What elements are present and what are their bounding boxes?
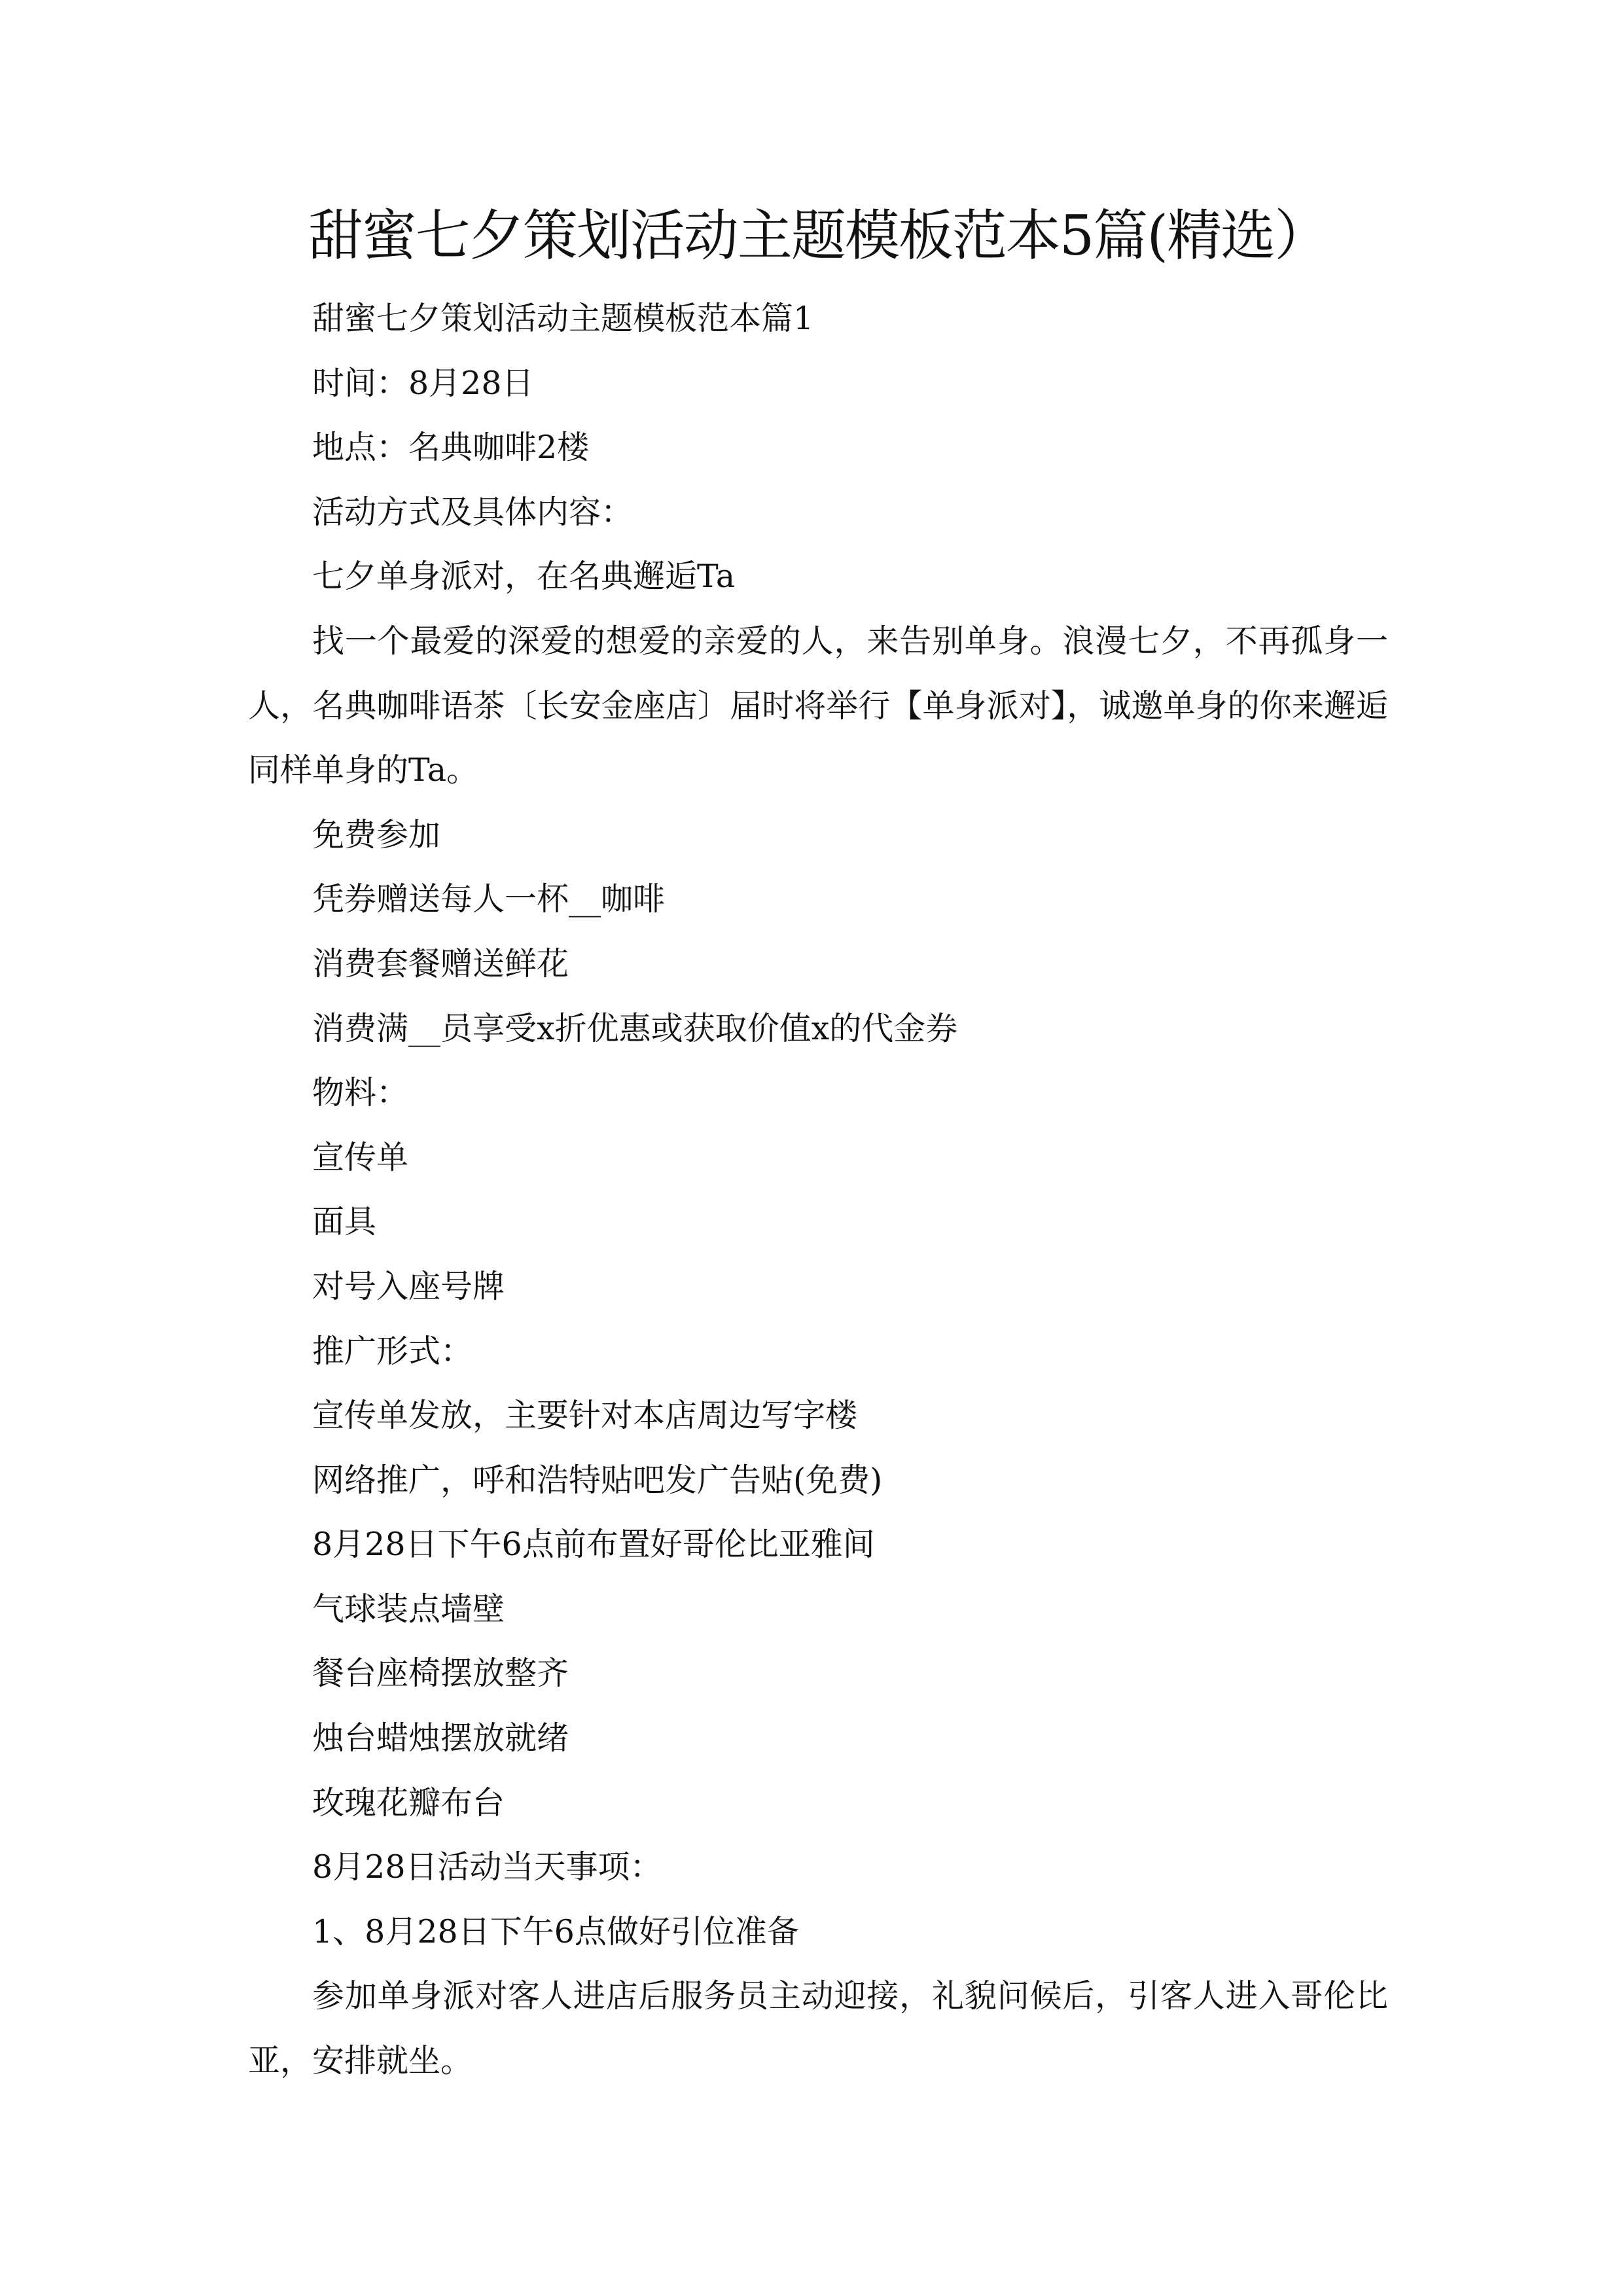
paragraph: 餐台座椅摆放整齐 xyxy=(312,1655,569,1693)
paragraph: 凭券赠送每人一杯__咖啡 xyxy=(312,880,666,918)
paragraph: 1、8月28日下午6点做好引位准备 xyxy=(312,1912,799,1950)
paragraph: 免费参加 xyxy=(312,816,441,853)
paragraph: 气球装点墙壁 xyxy=(312,1590,505,1628)
paragraph: 推广形式： xyxy=(312,1332,473,1370)
paragraph: 物料： xyxy=(312,1074,409,1112)
paragraph: 宣传单 xyxy=(312,1138,409,1176)
paragraph: 参加单身派对客人进店后服务员主动迎接，礼貌问候后，引客人进入哥伦比亚，安排就坐。 xyxy=(248,1977,1388,2080)
paragraph: 找一个最爱的深爱的想爱的亲爱的人，来告别单身。浪漫七夕，不再孤身一人，名典咖啡语茶〔长安金座店〕届时将举行【单身派对】，诚邀单身的你来邂逅同样单身的Ta。 xyxy=(248,622,1388,789)
document-body xyxy=(248,287,1388,2094)
document-title: 甜蜜七夕策划活动主题模板范本5篇(精选） xyxy=(308,204,1329,268)
paragraph: 面具 xyxy=(312,1203,377,1241)
document-page xyxy=(248,196,1388,2094)
paragraph: 消费满__员享受x折优惠或获取价值x的代金券 xyxy=(312,1009,958,1047)
section-heading: 甜蜜七夕策划活动主题模板范本篇1 xyxy=(312,300,814,337)
paragraph: 烛台蜡烛摆放就绪 xyxy=(312,1719,569,1757)
paragraph: 玫瑰花瓣布台 xyxy=(312,1784,505,1821)
paragraph: 宣传单发放，主要针对本店周边写字楼 xyxy=(312,1397,858,1435)
paragraph: 对号入座号牌 xyxy=(312,1267,505,1305)
paragraph: 活动方式及具体内容： xyxy=(312,493,633,531)
paragraph: 网络推广，呼和浩特贴吧发广告贴(免费) xyxy=(312,1461,883,1499)
paragraph: 8月28日活动当天事项： xyxy=(312,1848,662,1886)
paragraph: 8月28日下午6点前布置好哥伦比亚雅间 xyxy=(312,1526,875,1564)
paragraph: 时间：8月28日 xyxy=(312,364,534,402)
paragraph: 地点：名典咖啡2楼 xyxy=(312,429,590,467)
paragraph: 消费套餐赠送鲜花 xyxy=(312,944,569,982)
paragraph: 七夕单身派对，在名典邂逅Ta xyxy=(312,558,736,596)
